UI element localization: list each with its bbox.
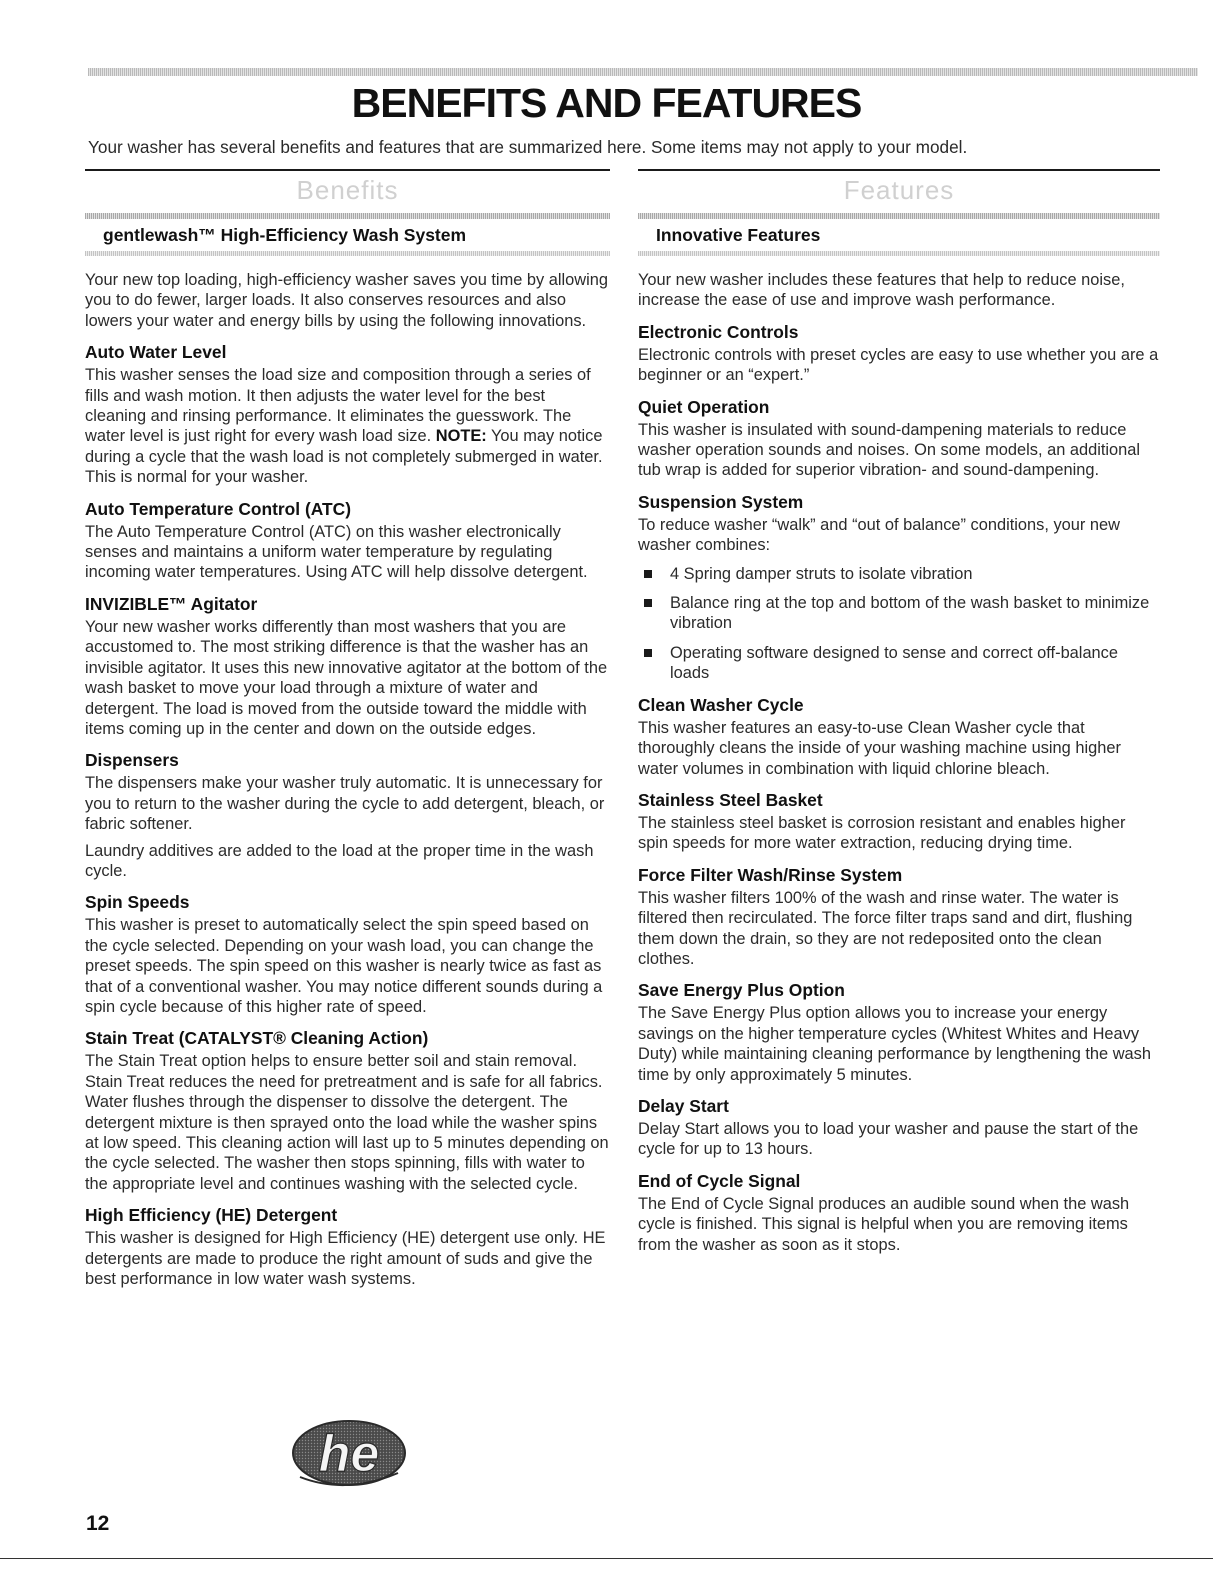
section-text: The stainless steel basket is corrosion resistant and enables higher spin speeds for more water extraction, reducing drying time.	[638, 813, 1126, 853]
bullet-square-icon	[644, 599, 652, 607]
section-text: This washer is insulated with sound-dampening materials to reduce washer operation sounds and noises. On some models, an additional tub wrap is added for superior vibration- and sound-dampening.	[638, 420, 1141, 480]
section-dispensers	[85, 749, 610, 881]
section-text: Delay Start allows you to load your washer and pause the start of the cycle for up to 13 hours.	[638, 1119, 1139, 1159]
section-title: Spin Speeds	[85, 892, 190, 913]
section-auto-temperature-control	[85, 498, 610, 583]
benefits-header: Benefits	[296, 175, 399, 205]
section-electronic-controls	[638, 321, 1160, 386]
features-subheading: Innovative Features	[656, 225, 821, 245]
section-text: To reduce washer “walk” and “out of balance” conditions, your new washer combines:	[638, 515, 1120, 555]
section-text: The Stain Treat option helps to ensure better soil and stain removal. Stain Treat reduces the need for pretreatment and is safe for all fabrics. Water flushes through the dispenser to dissolve the detergent. The detergent mixture is then sprayed onto the load while the washer spins at low speed. This cleaning action will last up to 5 minutes depending on the cycle selected. The washer then stops spinning, fills with water to the appropriate level and continues washing with the selected cycle.	[85, 1052, 609, 1193]
bottom-rule	[0, 1558, 1213, 1559]
suspension-bullet-list	[638, 564, 1160, 684]
he-logo-icon	[286, 1415, 412, 1500]
section-text: The Save Energy Plus option allows you to increase your energy savings on the higher temperature cycles (Whitest Whites and Heavy Duty) while maintaining cleaning performance by lengthening the wash time by only approximately 5 minutes.	[638, 1004, 1151, 1084]
bullet-square-icon	[644, 570, 652, 578]
section-text: This washer is designed for High Efficiency (HE) detergent use only. HE detergents are made to produce the right amount of suds and give the best performance in low water wash systems.	[85, 1229, 606, 1289]
list-item: Balance ring at the top and bottom of the wash basket to minimize vibration	[638, 593, 1160, 634]
section-title: Save Energy Plus Option	[638, 980, 845, 1001]
section-auto-water-level	[85, 341, 610, 487]
svg-text:he: he	[318, 1425, 380, 1483]
section-stainless-steel-basket	[638, 789, 1160, 854]
section-text: This washer senses the load size and composition through a series of fills and wash motion. It then adjusts the water level for the best cleaning and rinsing performance. It eliminates the guesswork. The water level is just right for every wash load size. NOTE: You may notice during a cycle that the wash load is not completely submerged in water. This is normal for your washer.	[85, 366, 603, 487]
section-text: This washer is preset to automatically select the spin speed based on the cycle selected. Depending on your wash load, you can change the preset speeds. The spin speed on this washer is nearly twice as fast as that of a conventional washer. You may notice different sounds during a spin cycle because of this higher rate of speed.	[85, 916, 603, 1016]
section-title: Suspension System	[638, 491, 804, 512]
section-end-of-cycle-signal	[638, 1170, 1160, 1255]
section-title: Electronic Controls	[638, 321, 799, 342]
section-spin-speeds	[85, 891, 610, 1017]
section-title: INVIZIBLE™ Agitator	[85, 593, 258, 614]
section-title: Auto Water Level	[85, 342, 227, 363]
section-force-filter	[638, 864, 1160, 970]
features-lead: Your new washer includes these features that help to reduce noise, increase the ease of use and improve wash performance.	[638, 271, 1125, 310]
section-delay-start	[638, 1095, 1160, 1160]
section-text: Your new washer works differently than most washers that you are accustomed to. The most striking difference is that the washer has an invisible agitator. It uses this new innovative agitator at the bottom of the wash basket to move your load through a mixture of water and detergent. The load is moved from the outside toward the middle with items coming up in the center and down on the outside edges.	[85, 617, 608, 738]
section-invizible-agitator	[85, 593, 610, 739]
section-title: Quiet Operation	[638, 396, 770, 417]
hatched-divider	[638, 251, 1160, 256]
benefits-subheading: gentlewash™ High-Efficiency Wash System	[103, 225, 467, 245]
section-suspension-system	[638, 491, 1160, 684]
section-title: Delay Start	[638, 1095, 729, 1116]
page-title: BENEFITS AND FEATURES	[351, 80, 862, 126]
note-label: NOTE:	[435, 427, 487, 446]
section-text: The End of Cycle Signal produces an audible sound when the wash cycle is finished. This signal is helpful when you are removing items from the washer as soon as it stops.	[638, 1194, 1130, 1254]
benefits-lead: Your new top loading, high-efficiency washer saves you time by allowing you to do fewer, larger loads. It also conserves resources and also lowers your water and energy bills by using the following innovations.	[85, 271, 608, 330]
section-title: Clean Washer Cycle	[638, 694, 804, 715]
section-title: Auto Temperature Control (ATC)	[85, 498, 351, 519]
section-clean-washer-cycle	[638, 694, 1160, 779]
section-title: Force Filter Wash/Rinse System	[638, 864, 903, 885]
section-text-2: Laundry additives are added to the load at the proper time in the wash cycle.	[85, 841, 594, 880]
top-hatched-bar	[88, 68, 1198, 76]
section-text: The dispensers make your washer truly automatic. It is unnecessary for you to return to the washer during the cycle to add detergent, bleach, or fabric softener.	[85, 774, 605, 834]
features-column	[638, 169, 1160, 1255]
intro-text: Your washer has several benefits and features that are summarized here. Some items may not apply to your model.	[88, 137, 968, 157]
section-he-detergent	[85, 1204, 610, 1289]
section-quiet-operation	[638, 396, 1160, 481]
features-header: Features	[843, 175, 955, 205]
section-text: This washer features an easy-to-use Clean Washer cycle that thoroughly cleans the inside of your washing machine using higher water volumes in combination with liquid chlorine bleach.	[638, 718, 1121, 778]
section-save-energy-plus	[638, 979, 1160, 1085]
note-text: You may notice during a cycle that the wash load is not completely submerged in water. This is normal for your washer.	[85, 427, 603, 487]
section-title: High Efficiency (HE) Detergent	[85, 1205, 338, 1226]
bullet-square-icon	[644, 649, 652, 657]
list-item: 4 Spring damper struts to isolate vibration	[638, 564, 1160, 584]
section-title: Stain Treat (CATALYST® Cleaning Action)	[85, 1028, 429, 1049]
benefits-column	[85, 169, 610, 1289]
section-text: The Auto Temperature Control (ATC) on this washer electronically senses and maintains a uniform water temperature by regulating incoming water temperatures. Using ATC will help dissolve detergent.	[85, 522, 588, 582]
section-title: Dispensers	[85, 750, 179, 771]
section-text: Electronic controls with preset cycles are easy to use whether you are a beginner or an “expert.”	[638, 345, 1159, 385]
section-title: End of Cycle Signal	[638, 1170, 801, 1191]
section-text: This washer filters 100% of the wash and rinse water. The water is filtered then recirculated. The force filter traps sand and dirt, flushing them down the drain, so they are not redeposited onto the clean clothes.	[638, 888, 1133, 968]
page-number: 12	[86, 1512, 110, 1535]
list-item: Operating software designed to sense and correct off-balance loads	[638, 643, 1160, 684]
section-stain-treat	[85, 1027, 610, 1194]
hatched-divider	[85, 251, 610, 256]
section-title: Stainless Steel Basket	[638, 789, 823, 810]
